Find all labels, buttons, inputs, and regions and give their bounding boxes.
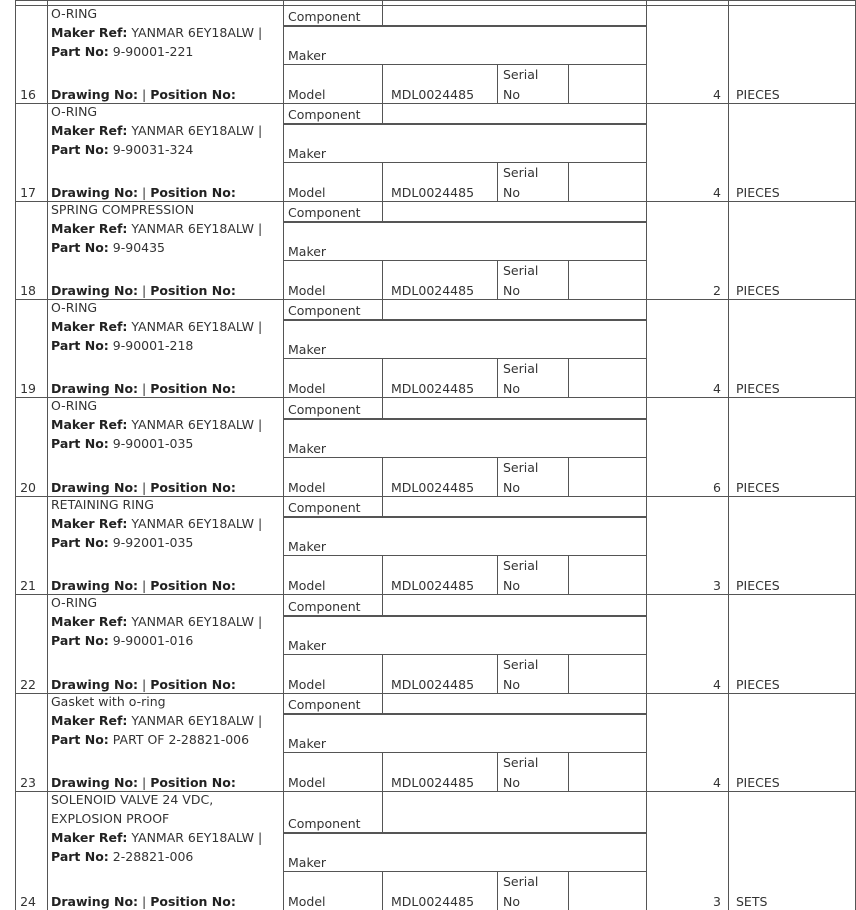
component-bottom-rule: [283, 124, 646, 125]
maker-ref-label: Maker Ref:: [51, 713, 128, 728]
position-no-label: Position No:: [150, 578, 236, 593]
unit: PIECES: [736, 185, 780, 200]
part-no-line: [51, 633, 193, 648]
part-no-line: [51, 535, 193, 550]
part-no-line: [51, 44, 193, 59]
model-value-divider: [382, 162, 383, 201]
model-label: Model: [288, 578, 326, 593]
maker-ref-value: YANMAR 6EY18ALW: [127, 319, 259, 334]
drawing-position-line: [51, 578, 236, 593]
component-label: Component: [288, 500, 361, 515]
quantity: 3: [713, 894, 721, 909]
item-description: EXPLOSION PROOF: [51, 811, 170, 826]
model-value-divider: [382, 654, 383, 693]
quantity: 4: [713, 381, 721, 396]
drawing-no-label: Drawing No:: [51, 381, 139, 396]
maker-ref-value: YANMAR 6EY18ALW: [127, 123, 259, 138]
maker-bottom-rule: [283, 64, 646, 65]
part-no-label: Part No:: [51, 732, 109, 747]
maker-ref-value: YANMAR 6EY18ALW: [127, 417, 259, 432]
item-description: SOLENOID VALVE 24 VDC,: [51, 792, 214, 807]
maker-label: Maker: [288, 736, 327, 751]
serial-label: Serial: [503, 657, 539, 672]
part-no-value: 9-90001-218: [108, 338, 194, 353]
component-value-divider: [382, 201, 383, 221]
column-divider: [47, 201, 48, 299]
serial-label-divider: [497, 871, 498, 910]
component-label: Component: [288, 9, 361, 24]
column-divider: [47, 791, 48, 910]
serial-label-divider: [497, 64, 498, 103]
position-no-label: Position No:: [150, 185, 236, 200]
component-bottom-rule: [283, 616, 646, 617]
model-value-divider: [382, 871, 383, 910]
part-no-line: [51, 240, 165, 255]
component-value-divider: [382, 5, 383, 25]
item-description: SPRING COMPRESSION: [51, 202, 195, 217]
position-no-label: Position No:: [150, 381, 236, 396]
item-number: 24: [20, 894, 36, 909]
quantity: 4: [713, 185, 721, 200]
maker-ref-label: Maker Ref:: [51, 25, 128, 40]
drawing-no-label: Drawing No:: [51, 775, 139, 790]
drawing-no-label: Drawing No:: [51, 185, 139, 200]
table-row: [0, 693, 856, 791]
model-value-divider: [382, 555, 383, 594]
maker-ref-line: [51, 25, 262, 40]
item-number: 22: [20, 677, 36, 692]
unit: PIECES: [736, 677, 780, 692]
column-divider: [47, 693, 48, 791]
maker-ref-value: YANMAR 6EY18ALW: [127, 516, 259, 531]
part-no-value: 9-90001-221: [108, 44, 194, 59]
part-no-value: 9-90001-035: [108, 436, 194, 451]
drawing-no-label: Drawing No:: [51, 677, 139, 692]
maker-ref-label: Maker Ref:: [51, 516, 128, 531]
part-no-line: [51, 142, 193, 157]
model-value: MDL0024485: [391, 381, 475, 396]
maker-label: Maker: [288, 146, 327, 161]
maker-bottom-rule: [283, 260, 646, 261]
column-divider: [283, 496, 284, 594]
table-row: [0, 397, 856, 496]
maker-ref-label: Maker Ref:: [51, 319, 128, 334]
drawing-position-line: [51, 894, 236, 909]
table-row: [0, 201, 856, 299]
model-value: MDL0024485: [391, 185, 475, 200]
drawing-position-line: [51, 480, 236, 495]
component-value-divider: [382, 496, 383, 516]
quantity: 4: [713, 87, 721, 102]
item-number: 21: [20, 578, 36, 593]
item-number: 19: [20, 381, 36, 396]
unit: PIECES: [736, 578, 780, 593]
column-divider: [728, 103, 729, 201]
part-no-label: Part No:: [51, 338, 109, 353]
component-label: Component: [288, 205, 361, 220]
part-no-value: 2-28821-006: [108, 849, 194, 864]
column-divider: [283, 791, 284, 910]
part-no-label: Part No:: [51, 633, 109, 648]
separator: |: [258, 25, 263, 40]
maker-ref-value: YANMAR 6EY18ALW: [127, 614, 259, 629]
model-value: MDL0024485: [391, 87, 475, 102]
column-divider: [283, 5, 284, 103]
maker-label: Maker: [288, 855, 327, 870]
separator: |: [258, 319, 263, 334]
item-number: 17: [20, 185, 36, 200]
component-value-divider: [382, 791, 383, 832]
serial-value-divider: [568, 358, 569, 397]
column-divider: [728, 693, 729, 791]
component-bottom-rule: [283, 222, 646, 223]
drawing-position-line: [51, 185, 236, 200]
maker-label: Maker: [288, 441, 327, 456]
component-label: Component: [288, 402, 361, 417]
maker-label: Maker: [288, 539, 327, 554]
column-divider: [283, 299, 284, 397]
component-bottom-rule: [283, 419, 646, 420]
drawing-position-line: [51, 677, 236, 692]
model-value-divider: [382, 260, 383, 299]
separator: |: [138, 381, 151, 396]
serial-no-label: No: [503, 185, 520, 200]
serial-label-divider: [497, 162, 498, 201]
column-divider: [283, 397, 284, 496]
item-number: 16: [20, 87, 36, 102]
separator: |: [138, 578, 151, 593]
component-label: Component: [288, 303, 361, 318]
table-row: [0, 5, 856, 103]
maker-bottom-rule: [283, 654, 646, 655]
maker-ref-line: [51, 123, 262, 138]
serial-label-divider: [497, 457, 498, 496]
position-no-label: Position No:: [150, 775, 236, 790]
model-label: Model: [288, 775, 326, 790]
item-number: 18: [20, 283, 36, 298]
model-label: Model: [288, 894, 326, 909]
serial-no-label: No: [503, 677, 520, 692]
quantity: 2: [713, 283, 721, 298]
component-label: Component: [288, 107, 361, 122]
maker-bottom-rule: [283, 457, 646, 458]
part-no-line: [51, 338, 193, 353]
serial-value-divider: [568, 871, 569, 910]
column-divider: [15, 791, 16, 910]
serial-label: Serial: [503, 755, 539, 770]
quantity: 4: [713, 775, 721, 790]
part-no-label: Part No:: [51, 240, 109, 255]
column-divider: [728, 5, 729, 103]
serial-no-label: No: [503, 578, 520, 593]
serial-no-label: No: [503, 480, 520, 495]
separator: |: [258, 713, 263, 728]
component-bottom-rule: [283, 714, 646, 715]
serial-label-divider: [497, 358, 498, 397]
position-no-label: Position No:: [150, 677, 236, 692]
component-label: Component: [288, 697, 361, 712]
unit: PIECES: [736, 480, 780, 495]
table-row: [0, 299, 856, 397]
column-divider: [728, 201, 729, 299]
maker-label: Maker: [288, 638, 327, 653]
column-divider: [728, 791, 729, 910]
item-description: O-RING: [51, 104, 98, 119]
model-label: Model: [288, 87, 326, 102]
drawing-no-label: Drawing No:: [51, 480, 139, 495]
column-divider: [283, 103, 284, 201]
separator: |: [258, 417, 263, 432]
column-divider: [728, 594, 729, 693]
serial-label: Serial: [503, 263, 539, 278]
maker-ref-label: Maker Ref:: [51, 614, 128, 629]
separator: |: [138, 677, 151, 692]
maker-bottom-rule: [283, 162, 646, 163]
maker-ref-label: Maker Ref:: [51, 417, 128, 432]
item-description: O-RING: [51, 398, 98, 413]
component-bottom-rule: [283, 517, 646, 518]
quantity: 6: [713, 480, 721, 495]
column-divider: [728, 496, 729, 594]
column-divider: [283, 693, 284, 791]
model-value: MDL0024485: [391, 283, 475, 298]
maker-label: Maker: [288, 48, 327, 63]
maker-ref-value: YANMAR 6EY18ALW: [127, 221, 259, 236]
model-value: MDL0024485: [391, 894, 475, 909]
separator: |: [258, 123, 263, 138]
drawing-position-line: [51, 87, 236, 102]
component-value-divider: [382, 594, 383, 615]
unit: PIECES: [736, 87, 780, 102]
serial-label: Serial: [503, 361, 539, 376]
serial-label: Serial: [503, 874, 539, 889]
component-label: Component: [288, 599, 361, 614]
component-value-divider: [382, 299, 383, 319]
component-value-divider: [382, 103, 383, 123]
serial-no-label: No: [503, 775, 520, 790]
drawing-position-line: [51, 283, 236, 298]
quantity: 3: [713, 578, 721, 593]
item-description: Gasket with o-ring: [51, 694, 166, 709]
model-value-divider: [382, 752, 383, 791]
column-divider: [47, 5, 48, 103]
maker-ref-line: [51, 713, 262, 728]
model-value-divider: [382, 358, 383, 397]
separator: |: [258, 830, 263, 845]
column-divider: [728, 299, 729, 397]
part-no-label: Part No:: [51, 849, 109, 864]
table-row: [0, 496, 856, 594]
separator: |: [138, 894, 151, 909]
serial-value-divider: [568, 260, 569, 299]
model-label: Model: [288, 283, 326, 298]
maker-ref-value: YANMAR 6EY18ALW: [127, 25, 259, 40]
component-bottom-rule: [283, 26, 646, 27]
serial-value-divider: [568, 64, 569, 103]
item-description: RETAINING RING: [51, 497, 154, 512]
table-row: [0, 791, 856, 910]
separator: |: [138, 185, 151, 200]
maker-ref-line: [51, 830, 262, 845]
component-bottom-rule: [283, 320, 646, 321]
serial-no-label: No: [503, 381, 520, 396]
component-value-divider: [382, 397, 383, 418]
table-row: [0, 103, 856, 201]
drawing-no-label: Drawing No:: [51, 894, 139, 909]
drawing-position-line: [51, 381, 236, 396]
table-top-border: [15, 0, 856, 1]
maker-ref-line: [51, 319, 262, 334]
serial-no-label: No: [503, 894, 520, 909]
quantity: 4: [713, 677, 721, 692]
serial-label: Serial: [503, 67, 539, 82]
part-no-label: Part No:: [51, 44, 109, 59]
column-divider: [47, 299, 48, 397]
serial-label: Serial: [503, 460, 539, 475]
column-divider: [47, 594, 48, 693]
item-number: 23: [20, 775, 36, 790]
row-top-border: [15, 299, 856, 300]
maker-ref-label: Maker Ref:: [51, 123, 128, 138]
model-value: MDL0024485: [391, 677, 475, 692]
part-no-label: Part No:: [51, 142, 109, 157]
serial-value-divider: [568, 654, 569, 693]
model-label: Model: [288, 677, 326, 692]
separator: |: [258, 516, 263, 531]
part-no-value: 9-92001-035: [108, 535, 194, 550]
maker-ref-line: [51, 614, 262, 629]
maker-bottom-rule: [283, 555, 646, 556]
part-no-value: PART OF 2-28821-006: [108, 732, 250, 747]
row-top-border: [15, 103, 856, 104]
maker-ref-value: YANMAR 6EY18ALW: [127, 830, 259, 845]
item-number: 20: [20, 480, 36, 495]
separator: |: [138, 775, 151, 790]
part-no-label: Part No:: [51, 535, 109, 550]
serial-no-label: No: [503, 283, 520, 298]
serial-label-divider: [497, 555, 498, 594]
serial-label: Serial: [503, 558, 539, 573]
serial-label-divider: [497, 260, 498, 299]
column-divider: [283, 594, 284, 693]
maker-bottom-rule: [283, 358, 646, 359]
serial-value-divider: [568, 162, 569, 201]
drawing-position-line: [51, 775, 236, 790]
separator: |: [258, 221, 263, 236]
serial-value-divider: [568, 555, 569, 594]
serial-label-divider: [497, 752, 498, 791]
serial-label: Serial: [503, 165, 539, 180]
maker-ref-line: [51, 516, 262, 531]
part-no-value: 9-90435: [108, 240, 166, 255]
maker-ref-value: YANMAR 6EY18ALW: [127, 713, 259, 728]
maker-bottom-rule: [283, 752, 646, 753]
component-bottom-rule: [283, 833, 646, 834]
model-label: Model: [288, 185, 326, 200]
serial-no-label: No: [503, 87, 520, 102]
component-value-divider: [382, 693, 383, 713]
position-no-label: Position No:: [150, 480, 236, 495]
unit: PIECES: [736, 283, 780, 298]
part-no-line: [51, 849, 193, 864]
model-value: MDL0024485: [391, 480, 475, 495]
row-top-border: [15, 594, 856, 595]
separator: |: [138, 480, 151, 495]
separator: |: [138, 283, 151, 298]
model-label: Model: [288, 381, 326, 396]
item-description: O-RING: [51, 595, 98, 610]
part-no-value: 9-90001-016: [108, 633, 194, 648]
maker-bottom-rule: [283, 871, 646, 872]
model-value-divider: [382, 457, 383, 496]
table-row: [0, 594, 856, 693]
column-divider: [47, 103, 48, 201]
part-no-value: 9-90031-324: [108, 142, 194, 157]
unit: SETS: [736, 894, 768, 909]
column-divider: [47, 496, 48, 594]
part-no-label: Part No:: [51, 436, 109, 451]
row-top-border: [15, 5, 856, 6]
item-description: O-RING: [51, 300, 98, 315]
maker-ref-label: Maker Ref:: [51, 221, 128, 236]
drawing-no-label: Drawing No:: [51, 87, 139, 102]
column-divider: [47, 397, 48, 496]
maker-label: Maker: [288, 244, 327, 259]
drawing-no-label: Drawing No:: [51, 283, 139, 298]
column-divider: [646, 791, 647, 910]
model-value-divider: [382, 64, 383, 103]
model-label: Model: [288, 480, 326, 495]
column-divider: [728, 397, 729, 496]
maker-ref-line: [51, 417, 262, 432]
model-value: MDL0024485: [391, 775, 475, 790]
separator: |: [138, 87, 151, 102]
column-divider: [283, 201, 284, 299]
position-no-label: Position No:: [150, 283, 236, 298]
unit: PIECES: [736, 381, 780, 396]
part-no-line: [51, 732, 249, 747]
position-no-label: Position No:: [150, 87, 236, 102]
maker-ref-line: [51, 221, 262, 236]
maker-ref-label: Maker Ref:: [51, 830, 128, 845]
model-value: MDL0024485: [391, 578, 475, 593]
row-top-border: [15, 397, 856, 398]
drawing-no-label: Drawing No:: [51, 578, 139, 593]
position-no-label: Position No:: [150, 894, 236, 909]
unit: PIECES: [736, 775, 780, 790]
serial-value-divider: [568, 457, 569, 496]
part-no-line: [51, 436, 193, 451]
maker-label: Maker: [288, 342, 327, 357]
separator: |: [258, 614, 263, 629]
serial-value-divider: [568, 752, 569, 791]
component-label: Component: [288, 816, 361, 831]
serial-label-divider: [497, 654, 498, 693]
item-description: O-RING: [51, 6, 98, 21]
